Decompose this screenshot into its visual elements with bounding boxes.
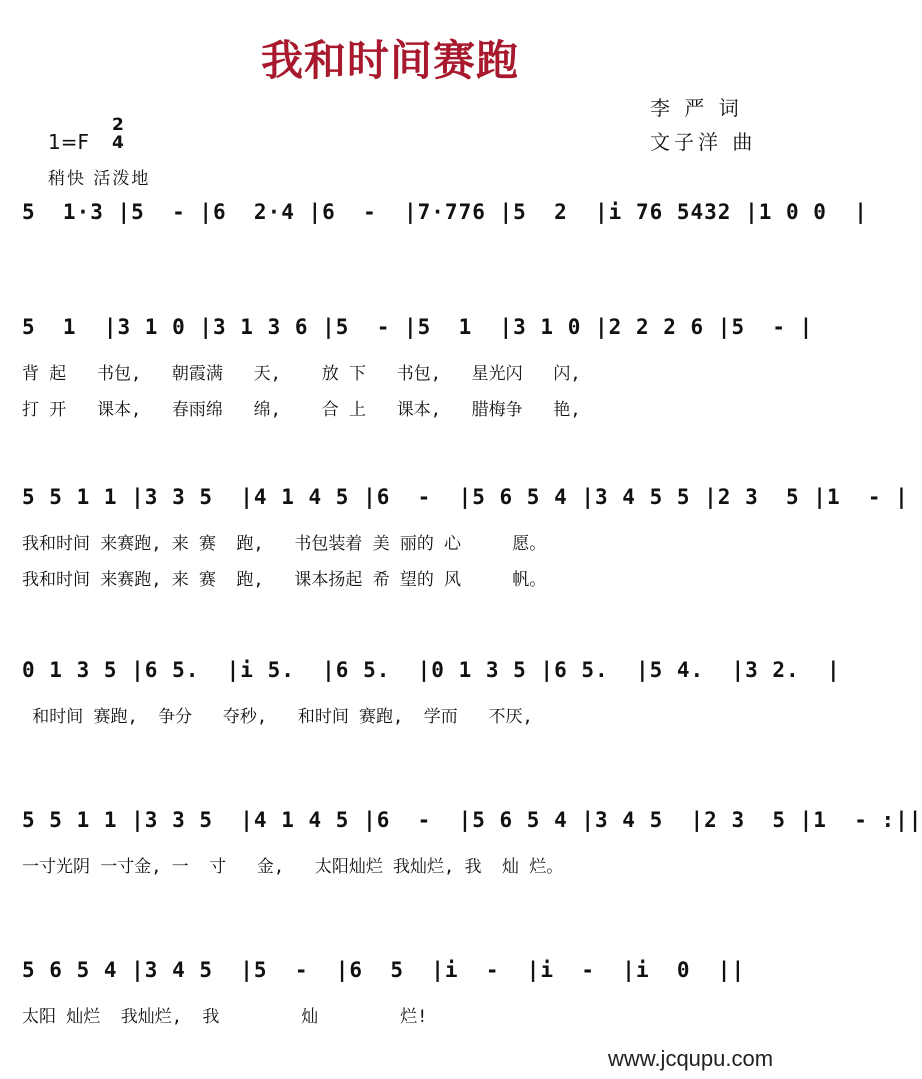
lyric-verse-1: 太阳 灿烂 我灿烂, 我 灿 烂! <box>22 1007 428 1027</box>
notation-line: 0 1 3 5 |6 5. |i 5. |6 5. |0 1 3 5 |6 5. |5 4. |3 2. | <box>22 658 841 682</box>
time-signature-bottom: 4 <box>112 133 124 153</box>
notation-line: 5 1·3 |5 - |6 2·4 |6 - |7·776 |5 2 |i 76 5432 |1 0 0 | <box>22 200 868 224</box>
lyric-verse-2: 我和时间 来赛跑, 来 赛 跑, 课本扬起 希 望的 风 帆。 <box>22 570 547 590</box>
notation-line: 5 5 1 1 |3 3 5 |4 1 4 5 |6 - |5 6 5 4 |3 4 5 |2 3 5 |1 - :|| <box>22 808 922 832</box>
lyric-verse-1: 我和时间 来赛跑, 来 赛 跑, 书包装着 美 丽的 心 愿。 <box>22 534 547 554</box>
notation-line: 5 6 5 4 |3 4 5 |5 - |6 5 |i - |i - |i 0 || <box>22 958 746 982</box>
lyric-verse-1: 背 起 书包, 朝霞满 天, 放 下 书包, 星光闪 闪, <box>22 364 581 384</box>
lyric-verse-2: 打 开 课本, 春雨绵 绵, 合 上 课本, 腊梅争 艳, <box>22 400 581 420</box>
time-signature <box>112 116 124 152</box>
time-signature-top: 2 <box>112 115 124 135</box>
composer-credit: 文子洋 曲 <box>650 130 757 154</box>
lyricist-credit: 李 严 词 <box>650 96 743 120</box>
site-watermark: www.jcqupu.com <box>608 1046 774 1071</box>
song-title: 我和时间赛跑 <box>260 36 519 85</box>
lyric-verse-1: 和时间 赛跑, 争分 夺秒, 和时间 赛跑, 学而 不厌, <box>22 707 533 727</box>
notation-line: 5 1 |3 1 0 |3 1 3 6 |5 - |5 1 |3 1 0 |2 2 2 6 |5 - | <box>22 315 814 339</box>
lyric-verse-1: 一寸光阴 一寸金, 一 寸 金, 太阳灿烂 我灿烂, 我 灿 烂。 <box>22 857 564 877</box>
notation-line: 5 5 1 1 |3 3 5 |4 1 4 5 |6 - |5 6 5 4 |3 4 5 5 |2 3 5 |1 - | <box>22 485 909 509</box>
key-signature: 1=F <box>48 130 89 154</box>
tempo-marking: 稍快 活泼地 <box>48 169 151 189</box>
